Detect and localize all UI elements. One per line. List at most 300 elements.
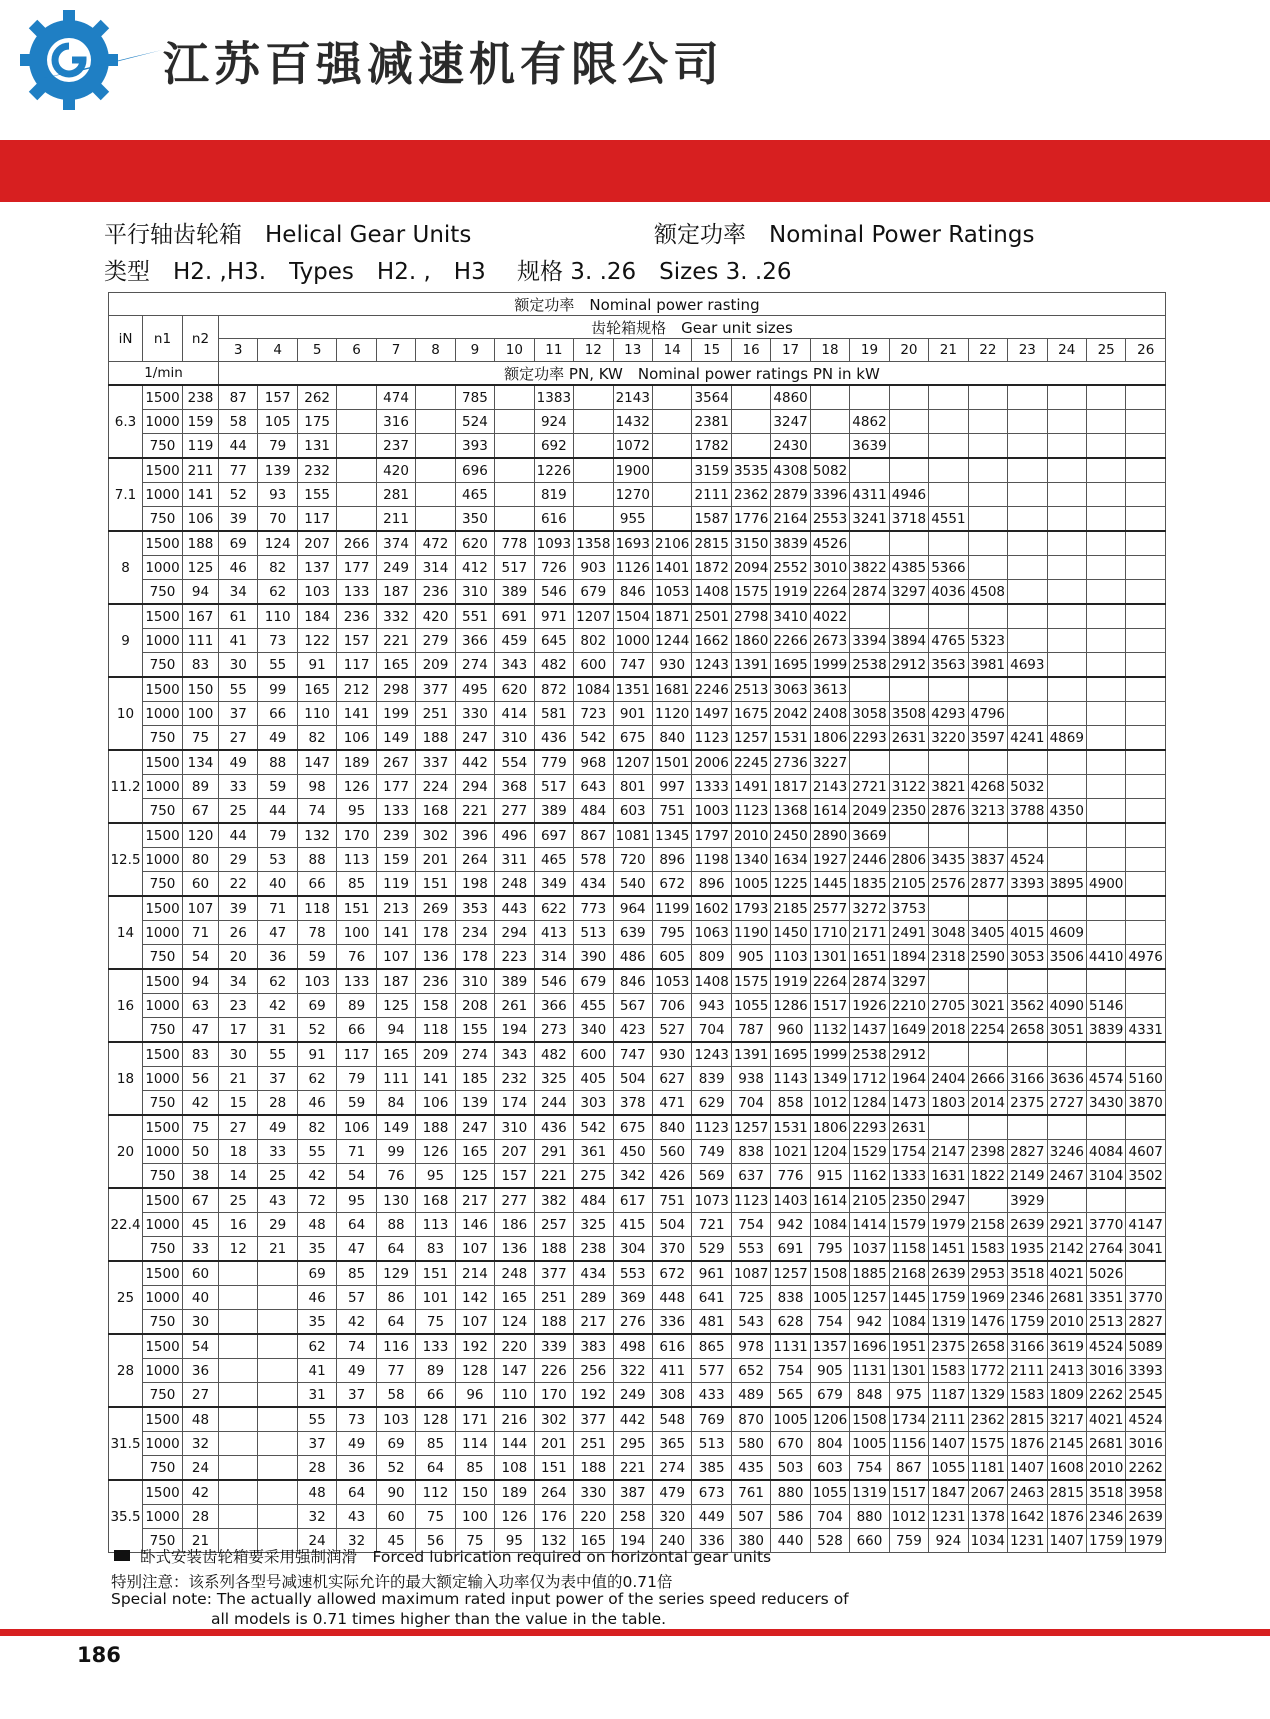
power-cell: 1063	[692, 921, 731, 945]
power-cell: 380	[731, 1529, 770, 1553]
power-cell: 809	[692, 945, 731, 970]
power-cell: 198	[455, 872, 494, 897]
power-cell: 465	[534, 848, 573, 872]
power-cell: 436	[534, 1115, 573, 1140]
power-cell: 2553	[810, 507, 849, 532]
power-cell: 1244	[652, 629, 691, 653]
power-cell	[929, 531, 968, 556]
power-cell	[337, 434, 376, 459]
n1-cell: 1500	[143, 1188, 183, 1213]
n2-cell: 238	[183, 385, 219, 410]
power-cell: 330	[574, 1480, 613, 1505]
power-cell: 168	[416, 1188, 455, 1213]
power-cell: 170	[337, 823, 376, 848]
power-cell: 25	[258, 1164, 297, 1189]
power-cell: 448	[652, 1286, 691, 1310]
power-cell: 819	[534, 483, 573, 507]
power-cell	[219, 1359, 258, 1383]
power-cell: 264	[534, 1480, 573, 1505]
power-cell: 3021	[968, 994, 1007, 1018]
size-header: 8	[416, 339, 455, 362]
power-cell: 133	[376, 799, 415, 824]
n1-cell: 1500	[143, 750, 183, 775]
table-row	[109, 775, 1166, 799]
n2-cell: 40	[183, 1286, 219, 1310]
power-cell: 1126	[613, 556, 652, 580]
power-cell: 101	[416, 1286, 455, 1310]
power-cell	[1086, 556, 1125, 580]
power-cell: 1772	[968, 1359, 1007, 1383]
power-cell: 139	[455, 1091, 494, 1116]
power-cell: 187	[376, 969, 415, 994]
power-cell	[929, 969, 968, 994]
power-cell: 1927	[810, 848, 849, 872]
power-cell: 310	[495, 726, 534, 751]
power-cell: 311	[495, 848, 534, 872]
power-cell: 62	[258, 580, 297, 605]
power-cell: 1531	[771, 726, 810, 751]
power-cell: 42	[337, 1310, 376, 1335]
power-cell: 155	[455, 1018, 494, 1043]
power-cell: 74	[297, 799, 336, 824]
power-cell: 721	[692, 1213, 731, 1237]
power-cell: 1132	[810, 1018, 849, 1043]
power-cell: 126	[495, 1505, 534, 1529]
power-cell: 113	[416, 1213, 455, 1237]
power-cell: 600	[574, 653, 613, 678]
power-cell: 369	[613, 1286, 652, 1310]
power-cell: 1531	[771, 1115, 810, 1140]
table-row	[109, 1286, 1166, 1310]
n1-cell: 1500	[143, 1407, 183, 1432]
power-cell	[1086, 483, 1125, 507]
power-cell: 942	[850, 1310, 889, 1335]
power-cell	[1047, 604, 1086, 629]
types-line: 类型 H2. ,H3. Types H2. , H3	[104, 259, 486, 285]
power-cell: 1681	[652, 677, 691, 702]
power-cell: 1081	[613, 823, 652, 848]
power-cell: 165	[495, 1286, 534, 1310]
n1-cell: 1500	[143, 823, 183, 848]
power-cell: 1391	[731, 653, 770, 678]
power-cell: 915	[810, 1164, 849, 1189]
power-cell: 1345	[652, 823, 691, 848]
power-cell: 211	[376, 507, 415, 532]
forced-lubrication-note: 卧式安装齿轮箱要采用强制润滑 Forced lubrication required on horizontal gear units	[140, 1548, 772, 1566]
power-cell: 2018	[929, 1018, 968, 1043]
power-cell: 1508	[850, 1407, 889, 1432]
power-cell: 72	[297, 1188, 336, 1213]
table-row	[109, 385, 1166, 410]
power-cell: 3053	[1008, 945, 1047, 970]
power-cell	[495, 507, 534, 532]
power-cell	[574, 385, 613, 410]
power-cell: 393	[455, 434, 494, 459]
power-cell: 124	[495, 1310, 534, 1335]
power-cell: 672	[652, 1261, 691, 1286]
n1-cell: 1500	[143, 1115, 183, 1140]
power-cell: 1368	[771, 799, 810, 824]
power-cell: 107	[455, 1310, 494, 1335]
power-cell: 3535	[731, 458, 770, 483]
n1-cell: 750	[143, 1164, 183, 1189]
power-cell: 106	[337, 726, 376, 751]
power-cell: 776	[771, 1164, 810, 1189]
power-cell: 40	[258, 872, 297, 897]
power-cell: 4147	[1126, 1213, 1166, 1237]
power-cell: 37	[297, 1432, 336, 1456]
n1-cell: 750	[143, 1091, 183, 1116]
power-cell: 795	[810, 1237, 849, 1262]
power-cell: 778	[495, 531, 534, 556]
power-cell: 151	[534, 1456, 573, 1481]
power-cell: 129	[376, 1261, 415, 1286]
power-cell: 560	[652, 1140, 691, 1164]
power-cell: 188	[416, 726, 455, 751]
power-cell: 185	[455, 1067, 494, 1091]
power-cell: 605	[652, 945, 691, 970]
power-cell: 449	[692, 1505, 731, 1529]
power-cell: 99	[258, 677, 297, 702]
power-cell: 249	[376, 556, 415, 580]
table-row	[109, 1188, 1166, 1213]
power-cell	[1086, 629, 1125, 653]
n2-cell: 94	[183, 969, 219, 994]
power-cell	[1008, 507, 1047, 532]
n1-cell: 1000	[143, 1432, 183, 1456]
power-cell	[258, 1359, 297, 1383]
power-cell: 108	[495, 1456, 534, 1481]
table-row	[109, 1237, 1166, 1262]
power-cell: 274	[652, 1456, 691, 1481]
power-cell: 2877	[968, 872, 1007, 897]
power-cell: 141	[416, 1067, 455, 1091]
table-row	[109, 872, 1166, 897]
power-cell: 801	[613, 775, 652, 799]
power-cell: 442	[455, 750, 494, 775]
n1-cell: 1000	[143, 1286, 183, 1310]
power-cell: 165	[455, 1140, 494, 1164]
power-cell: 274	[455, 1042, 494, 1067]
power-cell: 2006	[692, 750, 731, 775]
power-cell	[1008, 483, 1047, 507]
n1-cell: 750	[143, 653, 183, 678]
power-cell: 4524	[1086, 1334, 1125, 1359]
power-cell: 2105	[889, 872, 928, 897]
power-cell: 1319	[929, 1310, 968, 1335]
table-row	[109, 1091, 1166, 1116]
power-cell: 4015	[1008, 921, 1047, 945]
power-cell	[1047, 702, 1086, 726]
n2-cell: 42	[183, 1480, 219, 1505]
n1-cell: 1000	[143, 410, 183, 434]
power-cell	[416, 385, 455, 410]
power-cell	[968, 385, 1007, 410]
power-cell	[929, 483, 968, 507]
power-cell: 240	[652, 1529, 691, 1553]
power-cell: 1207	[613, 750, 652, 775]
power-cell: 36	[337, 1456, 376, 1481]
n1-cell: 1000	[143, 921, 183, 945]
power-cell: 340	[574, 1018, 613, 1043]
power-cell: 3788	[1008, 799, 1047, 824]
power-cell: 79	[337, 1067, 376, 1091]
bullet-square	[114, 1550, 130, 1561]
power-cell: 870	[731, 1407, 770, 1432]
power-cell	[929, 823, 968, 848]
power-cell: 383	[574, 1334, 613, 1359]
power-cell: 370	[652, 1237, 691, 1262]
power-cell: 3394	[850, 629, 889, 653]
power-cell: 59	[297, 945, 336, 970]
power-cell	[495, 483, 534, 507]
power-cell: 2798	[731, 604, 770, 629]
power-cell: 1575	[731, 580, 770, 605]
power-cell: 2815	[1047, 1480, 1086, 1505]
power-cell: 1979	[929, 1213, 968, 1237]
n2-cell: 94	[183, 580, 219, 605]
power-cell: 1226	[534, 458, 573, 483]
power-cell: 16	[219, 1213, 258, 1237]
power-cell: 165	[376, 1042, 415, 1067]
power-cell	[219, 1456, 258, 1481]
power-cell: 4574	[1086, 1067, 1125, 1091]
power-cell: 3063	[771, 677, 810, 702]
power-cell: 41	[297, 1359, 336, 1383]
power-cell: 551	[455, 604, 494, 629]
power-cell	[889, 604, 928, 629]
power-cell	[1008, 1115, 1047, 1140]
power-cell: 3518	[1086, 1480, 1125, 1505]
power-cell	[1047, 629, 1086, 653]
size-header: 15	[692, 339, 731, 362]
power-cell	[929, 410, 968, 434]
power-cell: 1084	[810, 1213, 849, 1237]
power-cell: 234	[455, 921, 494, 945]
power-cell	[968, 410, 1007, 434]
power-cell: 31	[258, 1018, 297, 1043]
power-cell: 41	[219, 629, 258, 653]
power-cell: 495	[455, 677, 494, 702]
power-cell: 192	[574, 1383, 613, 1408]
power-cell: 2736	[771, 750, 810, 775]
power-cell: 69	[376, 1432, 415, 1456]
n1-cell: 750	[143, 434, 183, 459]
power-cell: 103	[376, 1407, 415, 1432]
power-cell: 64	[337, 1213, 376, 1237]
power-cell: 52	[297, 1018, 336, 1043]
power-cell: 2111	[692, 483, 731, 507]
power-cell: 670	[771, 1432, 810, 1456]
power-cell: 1614	[810, 1188, 849, 1213]
n2-cell: 54	[183, 945, 219, 970]
n2-cell: 120	[183, 823, 219, 848]
power-cell: 903	[574, 556, 613, 580]
power-cell: 374	[376, 531, 415, 556]
power-cell	[731, 434, 770, 459]
power-cell: 2398	[968, 1140, 1007, 1164]
power-cell: 377	[534, 1261, 573, 1286]
power-cell: 212	[337, 677, 376, 702]
n1-cell: 750	[143, 945, 183, 970]
power-cell	[219, 1334, 258, 1359]
power-cell: 325	[574, 1213, 613, 1237]
power-cell: 3636	[1047, 1067, 1086, 1091]
power-cell: 2552	[771, 556, 810, 580]
power-cell: 37	[219, 702, 258, 726]
power-cell: 471	[652, 1091, 691, 1116]
n1-cell: 1500	[143, 1480, 183, 1505]
power-cell: 1270	[613, 483, 652, 507]
power-cell	[1126, 726, 1166, 751]
power-cell: 529	[692, 1237, 731, 1262]
power-cell	[1047, 434, 1086, 459]
power-cell: 2185	[771, 896, 810, 921]
power-cell: 103	[297, 969, 336, 994]
power-cell: 1806	[810, 1115, 849, 1140]
power-cell: 114	[455, 1432, 494, 1456]
n1-cell: 1500	[143, 896, 183, 921]
power-cell: 2404	[929, 1067, 968, 1091]
power-cell: 1037	[850, 1237, 889, 1262]
ratio-cell: 9	[109, 604, 143, 677]
n1-cell: 750	[143, 726, 183, 751]
power-cell: 639	[613, 921, 652, 945]
power-cell: 1093	[534, 531, 573, 556]
n2-cell: 159	[183, 410, 219, 434]
gear-logo-icon	[14, 6, 164, 114]
power-cell	[1086, 726, 1125, 751]
power-cell: 64	[337, 1480, 376, 1505]
power-cell	[1126, 1115, 1166, 1140]
power-cell	[416, 507, 455, 532]
power-cell: 1156	[889, 1432, 928, 1456]
power-cell: 174	[495, 1091, 534, 1116]
n2-cell: 106	[183, 507, 219, 532]
power-cell: 1451	[929, 1237, 968, 1262]
power-cell: 1190	[731, 921, 770, 945]
power-cell: 749	[692, 1140, 731, 1164]
power-cell: 77	[219, 458, 258, 483]
power-cell: 1529	[850, 1140, 889, 1164]
n1-cell: 750	[143, 1456, 183, 1481]
power-cell: 754	[810, 1310, 849, 1335]
power-cell: 3639	[850, 434, 889, 459]
power-cell: 61	[219, 604, 258, 629]
power-cell	[219, 1432, 258, 1456]
power-cell: 3246	[1047, 1140, 1086, 1164]
power-cell: 2049	[850, 799, 889, 824]
power-cell: 1450	[771, 921, 810, 945]
power-cell	[258, 1456, 297, 1481]
power-cell: 652	[731, 1359, 770, 1383]
power-cell: 2254	[968, 1018, 1007, 1043]
power-cell: 85	[416, 1432, 455, 1456]
power-cell: 4268	[968, 775, 1007, 799]
power-cell: 600	[574, 1042, 613, 1067]
power-cell	[1008, 896, 1047, 921]
n1-cell: 1000	[143, 1359, 183, 1383]
power-cell: 2658	[968, 1334, 1007, 1359]
power-cell	[968, 483, 1007, 507]
n1-cell: 750	[143, 1529, 183, 1553]
power-cell: 2673	[810, 629, 849, 653]
power-cell	[1047, 1188, 1086, 1213]
size-header: 3	[219, 339, 258, 362]
power-cell: 412	[455, 556, 494, 580]
power-cell: 1999	[810, 1042, 849, 1067]
power-cell: 165	[574, 1529, 613, 1553]
power-cell: 872	[534, 677, 573, 702]
power-cell: 1187	[929, 1383, 968, 1408]
power-cell: 1403	[771, 1188, 810, 1213]
n2-cell: 38	[183, 1164, 219, 1189]
power-cell: 528	[810, 1529, 849, 1553]
power-cell: 679	[574, 969, 613, 994]
power-cell: 1712	[850, 1067, 889, 1091]
power-cell: 1084	[889, 1310, 928, 1335]
power-cell: 2639	[929, 1261, 968, 1286]
power-cell: 110	[258, 604, 297, 629]
power-cell: 76	[337, 945, 376, 970]
n1-cell: 1500	[143, 458, 183, 483]
power-cell: 165	[376, 653, 415, 678]
power-cell: 450	[613, 1140, 652, 1164]
size-header: 13	[613, 339, 652, 362]
power-cell: 2408	[810, 702, 849, 726]
power-cell: 2362	[731, 483, 770, 507]
table-row	[109, 1383, 1166, 1408]
power-cell: 49	[258, 1115, 297, 1140]
size-header: 21	[929, 339, 968, 362]
power-cell: 15	[219, 1091, 258, 1116]
power-cell: 1349	[810, 1067, 849, 1091]
size-header: 22	[968, 339, 1007, 362]
size-header: 9	[455, 339, 494, 362]
power-cell: 2815	[1008, 1407, 1047, 1432]
size-header: 7	[376, 339, 415, 362]
power-cell: 1003	[692, 799, 731, 824]
power-cell: 697	[534, 823, 573, 848]
power-cell: 289	[574, 1286, 613, 1310]
power-cell: 264	[455, 848, 494, 872]
power-cell: 4946	[889, 483, 928, 507]
table-row	[109, 1407, 1166, 1432]
power-cell	[1086, 410, 1125, 434]
power-cell: 88	[376, 1213, 415, 1237]
power-cell: 840	[652, 1115, 691, 1140]
power-cell: 310	[455, 580, 494, 605]
power-cell: 17	[219, 1018, 258, 1043]
power-cell: 2094	[731, 556, 770, 580]
power-cell: 905	[731, 945, 770, 970]
power-cell	[968, 434, 1007, 459]
power-cell: 1782	[692, 434, 731, 459]
power-cell: 214	[455, 1261, 494, 1286]
power-cell: 1123	[692, 726, 731, 751]
table-row	[109, 848, 1166, 872]
power-cell	[1047, 848, 1086, 872]
power-cell	[1008, 702, 1047, 726]
power-cell: 28	[258, 1091, 297, 1116]
power-cell: 405	[574, 1067, 613, 1091]
power-cell: 66	[258, 702, 297, 726]
power-cell: 276	[613, 1310, 652, 1335]
power-cell: 4241	[1008, 726, 1047, 751]
power-cell: 5323	[968, 629, 1007, 653]
ratio-cell: 11.2	[109, 750, 143, 823]
power-cell: 201	[416, 848, 455, 872]
